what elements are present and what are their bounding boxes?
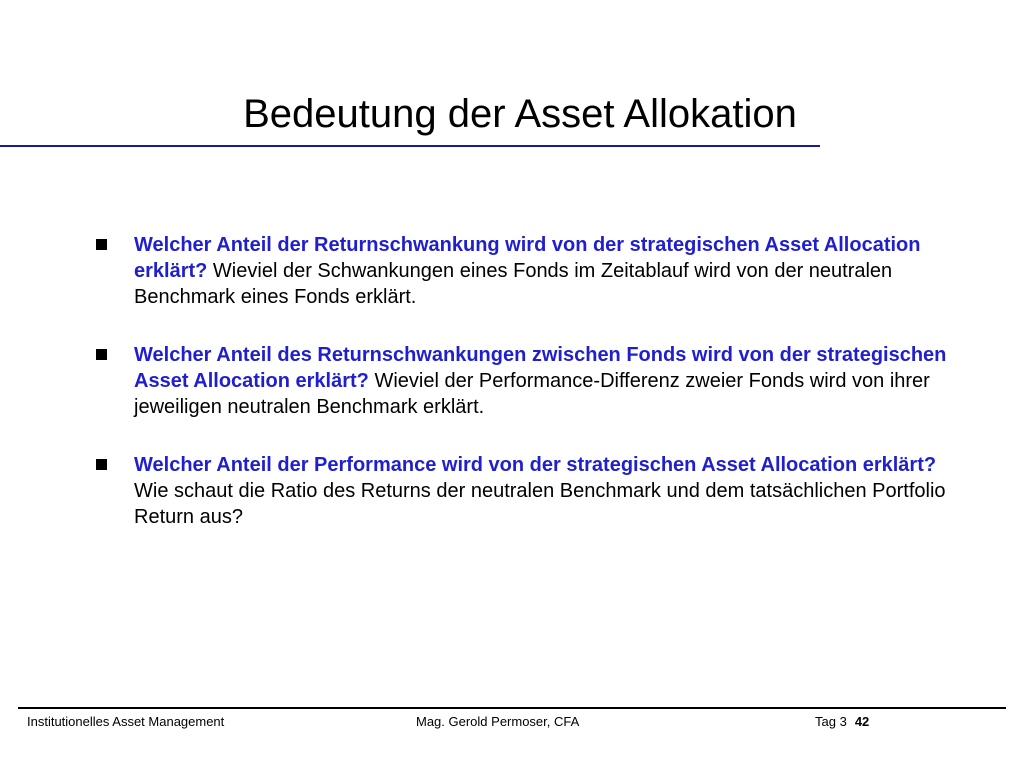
slide-title: Bedeutung der Asset Allokation <box>243 92 797 136</box>
bullet-question: Welcher Anteil des Returnschwankungen zwischen Fonds wird von der strategischen Asset Allocation erklärt? <box>134 344 947 392</box>
bullet-list <box>96 232 956 562</box>
bullet-item <box>96 452 956 530</box>
footer-divider <box>18 707 1006 709</box>
footer-author: Mag. Gerold Permoser, CFA <box>416 714 580 729</box>
bullet-answer: Wieviel der Performance-Differenz zweier Fonds wird von ihrer jeweiligen neutralen Benchmark erklärt. <box>134 370 930 418</box>
square-bullet-icon <box>96 239 107 250</box>
square-bullet-icon <box>96 349 107 360</box>
bullet-item <box>96 342 956 420</box>
bullet-answer: Wie schaut die Ratio des Returns der neutralen Benchmark und dem tatsächlichen Portfolio Return aus? <box>134 480 946 528</box>
bullet-question: Welcher Anteil der Returnschwankung wird von der strategischen Asset Allocation erklärt? <box>134 234 921 282</box>
footer-day: Tag 3 <box>815 714 847 729</box>
bullet-question: Welcher Anteil der Performance wird von der strategischen Asset Allocation erklärt? <box>134 454 937 476</box>
title-underline <box>0 145 820 147</box>
footer-course-title: Institutionelles Asset Management <box>27 714 225 729</box>
bullet-answer: Wieviel der Schwankungen eines Fonds im Zeitablauf wird von der neutralen Benchmark eines Fonds erklärt. <box>134 260 893 308</box>
square-bullet-icon <box>96 459 107 470</box>
footer-day-page <box>815 714 869 730</box>
bullet-item <box>96 232 956 310</box>
page-number: 42 <box>854 714 870 729</box>
